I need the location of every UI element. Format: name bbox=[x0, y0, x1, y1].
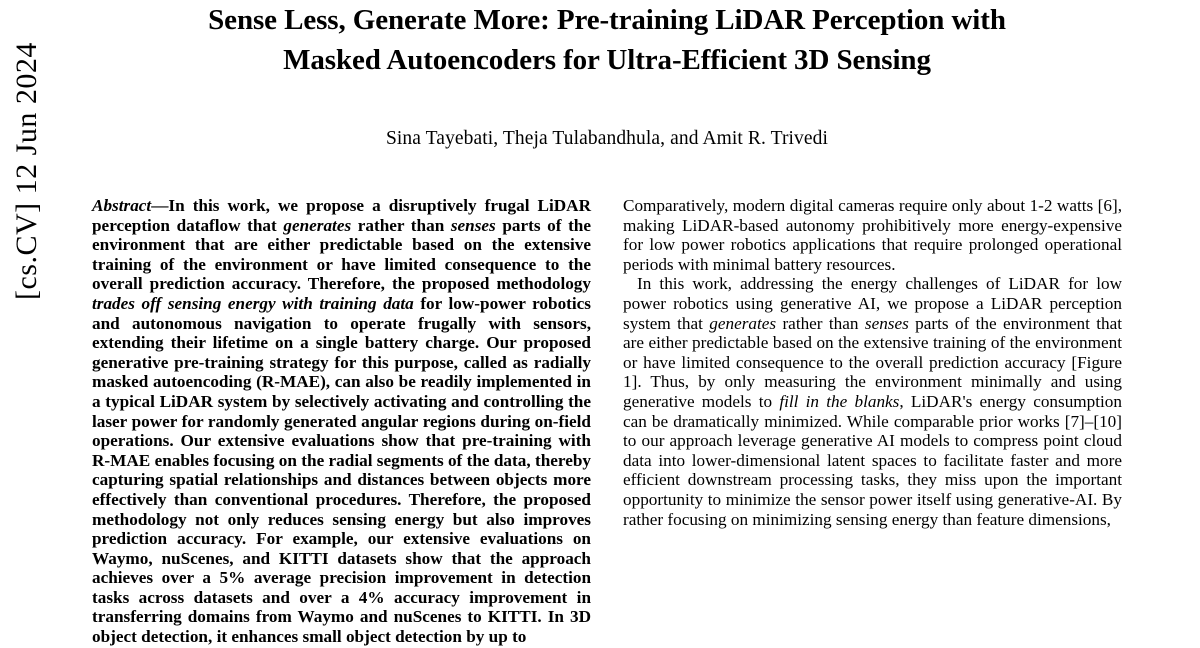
abstract-text-4: for low-power robotics and autonomous navigation to operate frugally with sensors, extending their lifetime on a single battery charge. Our proposed generative pre-training strategy for this purpose, called as radially masked autoencoding (R-MAE), can also be readily implemented in a typical LiDAR system by selectively activating and controlling the laser power for randomly generated angular regions during on-field operations. Our extensive evaluations show that pre-training with R-MAE enables focusing on the radial segments of the data, thereby capturing spatial relationships and distances between objects more effectively than conventional procedures. Therefore, the proposed methodology not only reduces sensing energy but also improves prediction accuracy. For example, our extensive evaluations on Waymo, nuScenes, and KITTI datasets show that the approach achieves over a 5% average precision improvement in detection tasks across datasets and over a 4% accuracy improvement in transferring domains from Waymo and nuScenes to KITTI. In 3D object detection, it enhances small object detection by up to bbox=[92, 293, 591, 647]
abstract-label: Abstract bbox=[92, 196, 152, 215]
abstract-text-2: rather than bbox=[351, 215, 451, 235]
body-text-3: parts of the environment that are either predictable based on the extensive training of the environment or have limited consequence to the overall prediction accuracy [Figure 1]. Thus, by only measuring the environment minimally and using generative models to bbox=[623, 313, 1122, 411]
two-column-body bbox=[92, 196, 1122, 647]
abstract-text-3: parts of the environment that are either predictable based on the extensive training of the environment or have limited consequence to the overall prediction accuracy. Therefore, the proposed methodology bbox=[92, 215, 591, 294]
body-paragraph-2 bbox=[623, 274, 1122, 529]
body-em-generates: generates bbox=[709, 313, 777, 333]
body-column bbox=[623, 196, 1122, 647]
abstract-text-1: In this work, we propose a disruptively frugal LiDAR perception dataflow that bbox=[92, 196, 591, 235]
body-em-senses: senses bbox=[864, 313, 909, 333]
abstract-em-generates: generates bbox=[283, 215, 352, 235]
body-text-2: rather than bbox=[776, 313, 865, 333]
arxiv-stamp: [cs.CV] 12 Jun 2024 bbox=[10, 42, 43, 300]
body-paragraph-1: Comparatively, modern digital cameras require only about 1-2 watts [6], making LiDAR-based autonomy prohibitively more energy-expensive for low power robotics applications that require prolonged operational periods with minimal battery resources. bbox=[623, 196, 1122, 274]
page-title bbox=[92, 0, 1122, 80]
abstract-paragraph bbox=[92, 196, 591, 647]
title-line-1: Sense Less, Generate More: Pre-training LiDAR Perception with bbox=[208, 4, 1006, 36]
body-em-fill-in-the-blanks: fill in the blanks bbox=[779, 391, 900, 411]
title-line-2: Masked Autoencoders for Ultra-Efficient 3D Sensing bbox=[283, 44, 931, 76]
abstract-dash: — bbox=[151, 196, 169, 215]
abstract-em-senses: senses bbox=[450, 215, 496, 235]
abstract-column bbox=[92, 196, 591, 647]
body-text-1: In this work, addressing the energy challenges of LiDAR for low power robotics using generative AI, we propose a LiDAR perception system that bbox=[623, 274, 1122, 333]
body-text-4: , LiDAR's energy consumption can be dramatically minimized. While comparable prior works [7]–[10] to our approach leverage generative AI models to compress point cloud data into lower-dimensional latent spaces to facilitate faster and more efficient downstream processing tasks, they miss upon the important opportunity to minimize the sensor power itself using generative-AI. By rather focusing on minimizing sensing energy than feature dimensions, bbox=[623, 391, 1122, 529]
abstract-em-tradeoff: trades off sensing energy with training data bbox=[92, 293, 414, 313]
paper-content bbox=[92, 0, 1122, 648]
author-list: Sina Tayebati, Theja Tulabandhula, and Amit R. Trivedi bbox=[385, 128, 829, 149]
